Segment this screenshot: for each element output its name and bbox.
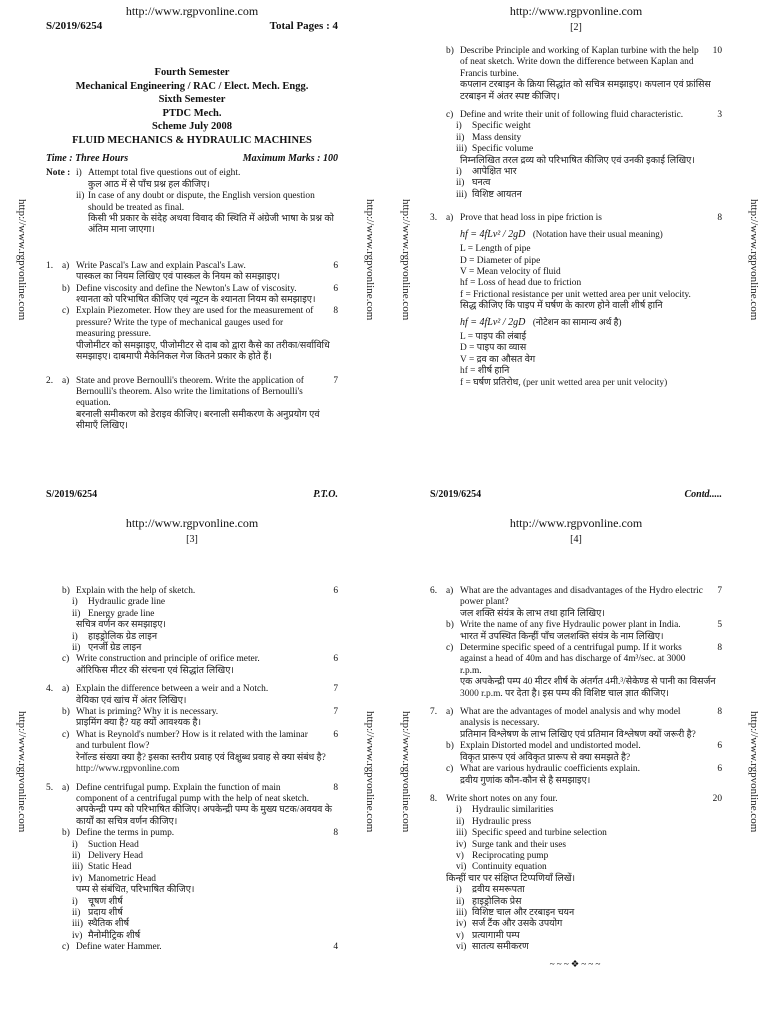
watermark-url: http://www.rgpvonline.com [125, 516, 259, 530]
q2c-item-hi: विशिष्ट आयतन [472, 189, 522, 200]
q6c: Determine specific speed of a centrifugal pump. If it works against a head of 40m and has discharge of 4m³/sec. at 3000 r.p.m. [460, 643, 686, 676]
marks: 6 [333, 283, 338, 294]
q3a-def-hi: hf = शीर्ष हानि [460, 366, 510, 377]
watermark-side: http://www.rgpvonline.com [364, 711, 376, 833]
marks: 7 [333, 707, 338, 718]
q5b-item-hi: प्रदाय शीर्ष [88, 907, 123, 918]
q1c: Explain Piezometer. How they are used for the measurement of pressure? Write the type of mechanical gauges used for measuring pressure. [76, 306, 314, 340]
q4a-hi: वेयिका एवं खांच में अंतर लिखिए। [76, 695, 187, 706]
marks: 6 [333, 260, 338, 271]
note-ii: In case of any doubt or dispute, the English version question should be treated as final. [88, 191, 315, 213]
q8-item: Surge tank and their uses [472, 839, 567, 850]
q3a-def: V = Mean velocity of fluid [460, 266, 561, 277]
watermark-side: http://www.rgpvonline.com [16, 199, 28, 321]
max-marks: Maximum Marks : 100 [242, 153, 338, 164]
q7b: Explain Distorted model and undistorted model. [460, 741, 641, 752]
page-number: [3] [186, 534, 198, 545]
page-4: http://www.rgpvonline.com http://www.rgpvonline.com http://www.rgpvonline.com [4] 6. a) What are the advantages and disadvantages of the Hydro electric power plant? 7 जल शक्ति संयंत्र के लाभ तथा हानि लिखिए। b) Write the name of any five Hydraulic power plant in India. 5 भारत में उपस्थित किन्हीं पाँच जलशक्ति संयंत्र के नाम लिखिए। c) Determine specific speed of a centrifugal pump. If it works against a head of 40m and has discharge of 4m³/sec. at 3000 r.p.m. 8 एक अपकेन्द्री पम्प 40 मीटर शीर्ष के अंतर्गत 4मी.³/सेकेण्ड से पानी का विसर्जन 3000 r.p.m. पर देता है। इस पम्प की विशिष्ट चाल ज्ञात कीजिए। 7. a) What are the advantages of model analysis and why model analysis is necessary. 8 प्रतिमान विश्लेषण के लाभ लिखिए एवं प्रतिमान विश्लेषण क्यों जरूरी है? b) Explain Distorted model and undistorted model. 6 विकृत प्रारूप एवं अविकृत प्रारूप से क्या समझते है? c) What are various hydraulic coefficients explain. 6 द्रवीय गुणांक कौन-कौन से है समझाइए। 8. Write short notes on any four. 20 i) Hydraulic similarities ii) Hydraulic press iii) Specific speed and turbine selection iv) Surge tank and their uses v) Reciprocating pump vi) Continuity equation किन्हीं चार पर संक्षिप्त टिप्पणियाँ लिखें। i) द्रवीय समरूपता ii) हाइड्रोलिक प्रेस iii) विशिष्ट चाल और टरबाइन चयन iv) सर्ज टैंक और उसके उपयोग v) प्रत्यागामी पम्प vi) सातत्य समीकरण ~~~❖~~~ [400, 516, 760, 970]
q8-item-hi: द्रवीय समरूपता [472, 885, 525, 896]
q8-item: Continuity equation [472, 862, 547, 873]
q8-item-hi: प्रत्यागामी पम्प [472, 930, 520, 941]
q4a: Explain the difference between a weir and a Notch. [76, 684, 269, 695]
q3c: Write construction and principle of orifice meter. [76, 654, 260, 665]
q7a: What are the advantages of model analysis and why model analysis is necessary. [460, 707, 681, 729]
end-ornament-icon: ~~~❖~~~ [549, 959, 603, 970]
q8-item: Hydraulic press [472, 816, 532, 827]
q3a-def: L = Length of pipe [460, 244, 531, 255]
marks: 20 [712, 793, 722, 804]
marks: 8 [717, 643, 722, 654]
q5a: Define centrifugal pump. Explain the function of main component of a centrifugal pump with the help of neat sketch. [76, 782, 310, 804]
q5b-hi: पम्प से संबंधित, परिभाषित कीजिए। [76, 885, 195, 896]
watermark-side: http://www.rgpvonline.com [748, 199, 760, 321]
marks: 6 [717, 741, 722, 752]
page-number: [2] [570, 22, 582, 33]
q8-item: Specific speed and turbine selection [472, 828, 607, 839]
head-loss-formula-hi: hf = 4fLv² / 2gD (नोटेशन का सामान्य अर्थ है) [460, 316, 622, 328]
q1b: Define viscosity and define the Newton's Law of viscosity. [76, 283, 297, 294]
q3a-def: f = Frictional resistance per unit wetted area per unit velocity. [460, 289, 691, 300]
q3a-def: hf = Loss of head due to friction [460, 278, 582, 289]
q3b-item: Energy grade line [88, 608, 155, 619]
semester-2: Sixth Semester [158, 94, 226, 105]
footer-code: S/2019/6254 [46, 489, 98, 500]
q7c-hi: द्रवीय गुणांक कौन-कौन से है समझाइए। [460, 775, 591, 786]
watermark-side: http://www.rgpvonline.com [400, 711, 412, 833]
marks: 3 [717, 110, 722, 121]
q2b-hi: कपलान टरबाइन के क्रिया सिद्धांत को सचित्र समझाइए। कपलान एवं फ्रांसिस टरबाइन में अंतर स्पष्ट कीजिए। [460, 80, 711, 102]
q8-item-hi: हाइड्रोलिक प्रेस [472, 896, 522, 907]
q3b-hi: सचित्र वर्णन कर समझाइए। [76, 620, 166, 631]
q3a-def-hi: V = द्रव का औसत वेग [460, 354, 536, 365]
q6b-hi: भारत में उपस्थित किन्हीं पाँच जलशक्ति संयंत्र के नाम लिखिए। [460, 631, 664, 642]
q7a-hi: प्रतिमान विश्लेषण के लाभ लिखिए एवं प्रतिमान विश्लेषण क्यों जरूरी है? [460, 729, 696, 740]
q2a-hi: बरनाली समीकरण को डेराइव कीजिए। बरनाली समीकरण के अनुप्रयोग एवं सीमाएँ लिखिए। [76, 409, 320, 432]
q2a: State and prove Bernoulli's theorem. Write the application of Bernoulli's theorem. Also write the limitations of Bernoulli's equation. [76, 375, 304, 409]
watermark-url: http://www.rgpvonline.com [509, 4, 643, 18]
q6c-hi: एक अपकेन्द्री पम्प 40 मीटर शीर्ष के अंतर्गत 4मी.³/सेकेण्ड से पानी का विसर्जन 3000 r.p.m. पर देता है। इस पम्प की विशिष्ट चाल ज्ञात कीजिए। [460, 677, 716, 699]
total-pages: Total Pages : 4 [269, 20, 338, 32]
q4c-hi: रेनॉल्ड संख्या क्या है? इसका स्तरीय प्रवाह एवं विक्षुब्ध प्रवाह से क्या संबंध है? [76, 752, 326, 763]
note-i: Attempt total five questions out of eight. [88, 168, 241, 179]
q3a-hi: सिद्ध कीजिए कि पाइप में घर्षण के कारण होने वाली शीर्ष हानि [460, 301, 663, 312]
q8: Write short notes on any four. [446, 793, 558, 804]
q5b-item-hi: मैनोमीट्रिक शीर्ष [88, 930, 141, 941]
marks: 5 [717, 620, 722, 631]
q4c: What is Reynold's number? How is it related with the laminar and turbulent flow? [76, 729, 308, 752]
page-number: [4] [570, 534, 582, 545]
page-footer [430, 489, 722, 500]
q5b-item-hi: स्थैतिक शीर्ष [88, 919, 129, 930]
marks: 8 [333, 782, 338, 793]
q6a: What are the advantages and disadvantages of the Hydro electric power plant? [460, 586, 703, 608]
head-loss-formula: hf = 4fLv² / 2gD (Notation have their usual meaning) [460, 228, 663, 240]
page-2: http://www.rgpvonline.com http://www.rgpvonline.com http://www.rgpvonline.com [2] b) Describe Principle and working of Kaplan turbine with the help of neat sketch. Write down the difference between Kaplan and Francis turbine. 10 कपलान टरबाइन के क्रिया सिद्धांत को सचित्र समझाइए। कपलान एवं फ्रांसिस टरबाइन में अंतर स्पष्ट कीजिए। c) Define and write their unit of following fluid characteristic. 3 i) Specific weight ii) Mass density iii) Specific volume निम्नलिखित तरल द्रव्य को परिभाषित कीजिए एवं उनकी इकाई लिखिए। i) आपेक्षित भार ii) घनत्व iii) विशिष्ट आयतन 3. a) Prove that head loss in pipe friction is 8 hf = 4fLv² / 2gD (Notation have their usual meaning) L = Length of pipe D = Diameter of pipe V = Mean velocity of fluid hf = Loss of head due to friction f = Frictional resistance per unit wetted area per unit velocity. सिद्ध कीजिए कि पाइप में घर्षण के कारण होने वाली शीर्ष हानि hf = 4fLv² / 2gD (नोटेशन का सामान्य अर्थ है) L = पाइप की लंबाई D = पाइप का व्यास V = द्रव का औसत वेग hf = शीर्ष हानि f = घर्षण प्रतिरोध, (per unit wetted area per unit velocity) S/2019/6254 Contd..... [400, 4, 760, 500]
q5c: Define water Hammer. [76, 942, 162, 953]
note-i-hi: कुल आठ में से पाँच प्रश्न हल कीजिए। [88, 179, 210, 190]
q8-item-hi: सातत्य समीकरण [472, 942, 529, 953]
marks: 7 [333, 375, 338, 386]
q5b-item: Suction Head [88, 839, 139, 850]
page-1: http://www.rgpvonline.com http://www.rgpvonline.com http://www.rgpvonline.com S/2019/6254 Total Pages : 4 Fourth Semester Mechanical Engineering / RAC / Elect. Mech. Engg. Sixth Semester PTDC Mech. Scheme July 2008 FLUID MECHANICS & HYDRAULIC MACHINES Time : Three Hours Maximum Marks : 100 Note : i) Attempt total five questions out of eight. कुल आठ में से पाँच प्रश्न हल कीजिए। ii) In case of any doubt or dispute, the English version question should be treated as final. किसी भी प्रकार के संदेह अथवा विवाद की स्थिति में अंग्रेजी भाषा के प्रश्न को अंतिम माना जाएगा। 1. a) Write Pascal's Law and explain Pascal's Law. 6 पास्कल का नियम लिखिए एवं पास्कल के नियम को समझाइए। b) Define viscosity and define the Newton's Law of viscosity. 6 श्यानता को परिभाषित कीजिए एवं न्यूटन के श्यानता नियम को समझाइए। c) Explain Piezometer. How they are used for the measurement of pressure? Write the type of mechanical gauges used for measuring pressure. 8 पीजोमीटर को समझाइए, पीजोमीटर से दाब को द्वारा कैसे का तरीका/सर्वाविधि समझाइए। दाबमापी मैकेनिकल गेज कितने प्रकार के होते हैं। 2. a) State and prove Bernoulli's theorem. Write the application of Bernoulli's theorem. Also write the limitations of Bernoulli's equation. 7 बरनाली समीकरण को डेराइव कीजिए। बरनाली समीकरण के अनुप्रयोग एवं सीमाएँ लिखिए। S/2019/6254 P.T.O. [16, 4, 376, 500]
subject-title: FLUID MECHANICS & HYDRAULIC MACHINES [72, 134, 312, 146]
q8-item-hi: विशिष्ट चाल और टरबाइन चयन [472, 907, 575, 918]
q6a-hi: जल शक्ति संयंत्र के लाभ तथा हानि लिखिए। [460, 608, 605, 619]
watermark-url: http://www.rgpvonline.com [125, 4, 259, 18]
q3c-hi: ऑरिफिस मीटर की संरचना एवं सिद्धांत लिखिए। [76, 665, 234, 676]
q8-item: Hydraulic similarities [472, 805, 554, 816]
q5b-item: Static Head [88, 862, 132, 873]
q2c-item-hi: आपेक्षित भार [472, 167, 517, 178]
marks: 8 [333, 306, 338, 317]
q1a-hi: पास्कल का नियम लिखिए एवं पास्कल के नियम को समझाइए। [76, 272, 281, 283]
q6b: Write the name of any five Hydraulic power plant in India. [460, 620, 681, 631]
marks: 6 [717, 764, 722, 775]
q3b-item-hi: हाइड्रोलिक ग्रेड लाइन [88, 631, 158, 642]
q3a: Prove that head loss in pipe friction is [460, 213, 602, 224]
note-ii-hi: किसी भी प्रकार के संदेह अथवा विवाद की स्थिति में अंग्रेजी भाषा के प्रश्न को अंतिम माना जाएगा। [88, 214, 334, 236]
q2c-item: Specific weight [472, 121, 531, 132]
inline-url: http://www.rgpvonline.com [76, 764, 180, 775]
note-label: Note : [46, 168, 71, 179]
q2b: Describe Principle and working of Kaplan turbine with the help of neat sketch. Write down the difference between Kaplan and Francis turbine. [460, 46, 699, 79]
watermark-url: http://www.rgpvonline.com [509, 516, 643, 530]
q3b: Explain with the help of sketch. [76, 586, 196, 596]
scheme: Scheme July 2008 [152, 121, 232, 132]
watermark-side: http://www.rgpvonline.com [748, 711, 760, 833]
q5b: Define the terms in pump. [76, 828, 175, 839]
marks: 10 [712, 46, 722, 56]
branch: Mechanical Engineering / RAC / Elect. Mech. Engg. [75, 80, 309, 92]
page-foot-number: 4 [333, 942, 338, 953]
q5b-item: Manometric Head [88, 873, 156, 884]
paper-code: S/2019/6254 [46, 20, 103, 32]
page-footer [46, 489, 338, 500]
q8-item-hi: सर्ज टैंक और उसके उपयोग [472, 919, 563, 930]
page-3: http://www.rgpvonline.com http://www.rgpvonline.com http://www.rgpvonline.com [3] b) Explain with the help of sketch. 6 i) Hydraulic grade line ii) Energy grade line सचित्र वर्णन कर समझाइए। i) हाइड्रोलिक ग्रेड लाइन ii) एनर्जी ग्रेड लाइन c) Write construction and principle of orifice meter. 6 ऑरिफिस मीटर की संरचना एवं सिद्धांत लिखिए। 4. a) Explain the difference between a weir and a Notch. 7 वेयिका एवं खांच में अंतर लिखिए। b) What is priming? Why it is necessary. 7 प्राइमिंग क्या है? यह क्यों आवश्यक है। c) What is Reynold's number? How is it related with the laminar and turbulent flow? 6 रेनॉल्ड संख्या क्या है? इसका स्तरीय प्रवाह एवं विक्षुब्ध प्रवाह से क्या संबंध है? http://www.rgpvonline.com 5. a) Define centrifugal pump. Explain the function of main component of a centrifugal pump with the help of neat sketch. 8 अपकेन्द्री पम्प को परिभाषित कीजिए। अपकेन्द्री पम्प के मुख्य घटक/अवयव के कार्यों का सचित्र वर्णन कीजिए। b) Define the terms in pump. 8 i) Suction Head ii) Delivery Head iii) Static Head iv) Manometric Head पम्प से संबंधित, परिभाषित कीजिए। i) चूषण शीर्ष ii) प्रदाय शीर्ष iii) स्थैतिक शीर्ष iv) मैनोमीट्रिक शीर्ष c) Define water Hammer. 4 [16, 516, 376, 953]
q7b-hi: विकृत प्रारूप एवं अविकृत प्रारूप से क्या समझते है? [460, 752, 631, 763]
q1b-hi: श्यानता को परिभाषित कीजिए एवं न्यूटन के श्यानता नियम को समझाइए। [76, 295, 316, 306]
q5b-item-hi: चूषण शीर्ष [88, 896, 123, 907]
q3b-item-hi: एनर्जी ग्रेड लाइन [88, 643, 142, 654]
watermark-side: http://www.rgpvonline.com [364, 199, 376, 321]
marks: 7 [333, 684, 338, 695]
q4b: What is priming? Why it is necessary. [76, 707, 219, 718]
q2c-item: Specific volume [472, 144, 534, 155]
footer-code: S/2019/6254 [430, 489, 482, 500]
marks: 8 [717, 213, 722, 224]
q5b-item: Delivery Head [88, 850, 143, 861]
watermark-side: http://www.rgpvonline.com [16, 711, 28, 833]
marks: 6 [333, 729, 338, 740]
q3b-item: Hydraulic grade line [88, 597, 166, 608]
footer-pto: P.T.O. [313, 489, 338, 500]
q4b-hi: प्राइमिंग क्या है? यह क्यों आवश्यक है। [76, 718, 202, 729]
marks: 8 [717, 707, 722, 718]
marks: 6 [333, 654, 338, 665]
q1a: Write Pascal's Law and explain Pascal's Law. [76, 260, 246, 271]
q1c-hi: पीजोमीटर को समझाइए, पीजोमीटर से दाब को द्वारा कैसे का तरीका/सर्वाविधि समझाइए। दाबमापी मैकेनिकल गेज कितने प्रकार के होते हैं। [76, 340, 330, 363]
footer-contd: Contd..... [684, 489, 722, 500]
q2c-hi: निम्नलिखित तरल द्रव्य को परिभाषित कीजिए एवं उनकी इकाई लिखिए। [460, 155, 695, 166]
q2c: Define and write their unit of following fluid characteristic. [460, 110, 684, 121]
q8-item: Reciprocating pump [472, 850, 549, 861]
q3a-def-hi: L = पाइप की लंबाई [460, 331, 527, 342]
q2c-item-hi: घनत्व [472, 178, 491, 189]
watermark-side: http://www.rgpvonline.com [400, 199, 412, 321]
marks: 8 [333, 828, 338, 839]
q3a-def: D = Diameter of pipe [460, 255, 541, 266]
time: Time : Three Hours [46, 153, 129, 164]
q2c-item: Mass density [472, 132, 522, 143]
q3a-def-hi: f = घर्षण प्रतिरोध, (per unit wetted area per unit velocity) [460, 377, 668, 388]
marks: 6 [333, 586, 338, 596]
q7c: What are various hydraulic coefficients explain. [460, 764, 640, 775]
marks: 7 [717, 586, 722, 596]
semester: Fourth Semester [154, 67, 230, 78]
course: PTDC Mech. [162, 107, 222, 119]
q5a-hi: अपकेन्द्री पम्प को परिभाषित कीजिए। अपकेन्द्री पम्प के मुख्य घटक/अवयव के कार्यों का सचित्र वर्णन कीजिए। [76, 805, 332, 827]
q3a-def-hi: D = पाइप का व्यास [460, 343, 527, 354]
q8-hi: किन्हीं चार पर संक्षिप्त टिप्पणियाँ लिखें। [446, 873, 576, 884]
